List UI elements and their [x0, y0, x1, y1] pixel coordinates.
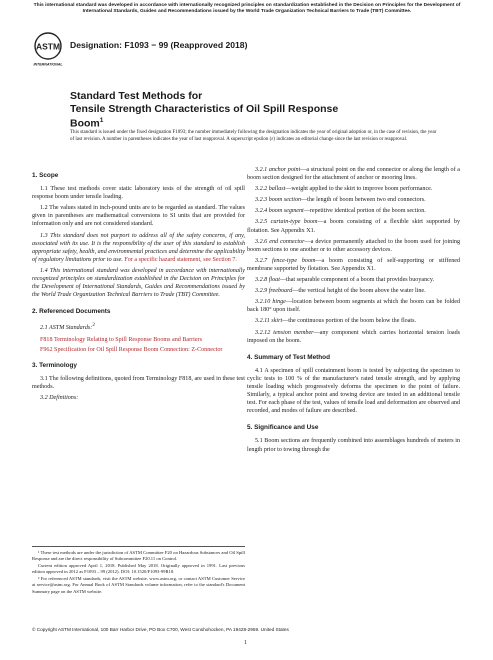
footnote-1-edition: Current edition approved April 1, 2018. Published May 2018. Originally approved in 1991. Last previous edition approved in 2012 as F1093 – 99 (2012). DOI: 10.1520/F1093-99R18.: [32, 563, 245, 575]
astm-standards-footnote-mark: 2: [92, 322, 95, 329]
title-line-3-text: Boom: [70, 117, 100, 130]
definition-3-2-9: [247, 287, 460, 295]
astm-standards-label: 2.1 ASTM Standards:: [40, 325, 93, 332]
definition-text: —location between boom segments at which the boom can be folded back 180° upon itself.: [247, 299, 460, 314]
definition-3-2-8: [247, 276, 460, 284]
term-tension-member: 3.2.12 tension member: [255, 329, 314, 336]
para-1-3-hazard-link[interactable]: For a specific hazard statement, see Section 7.: [122, 256, 237, 263]
title-line-3: [70, 115, 450, 130]
issue-note: This standard is issued under the fixed designation F1093; the number immediately following the designation indicates the year of original adoption or, in the case of revision, the year of last revision. A number in parentheses indicates the year of last reapproval. A superscript epsilon (ε) indicates an editorial change since the last revision or reapproval.: [70, 130, 437, 142]
svg-text:INTERNATIONAL: INTERNATIONAL: [33, 62, 63, 67]
definition-3-2-6: [247, 238, 460, 254]
astm-logo-icon: [33, 31, 63, 67]
para-1-3-safety: 1.3 This standard does not purport to address all of the safety concerns, if any, associated with its use. It is the responsibility of the user of this standard to establish appropriate safety, health, and environmental practices and determine the applicability of regulatory limitations prior to use.: [32, 232, 245, 263]
term-boom-segment: 3.2.4 boom segment: [255, 208, 304, 215]
reference-f962: [40, 346, 245, 354]
term-end-connector: 3.2.6 end connector: [255, 238, 305, 245]
copyright-line: © Copyright ASTM International, 100 Barr Harbor Drive, PO Box C700, West Conshohocken, PA 19428-2959. United States: [32, 627, 289, 632]
definition-3-2-2: [247, 185, 460, 193]
term-curtain-type-boom: 3.2.5 curtain-type boom: [255, 219, 318, 226]
section-heading-summary: 4. Summary of Test Method: [247, 353, 330, 361]
definition-3-2-11: [247, 317, 460, 325]
term-hinge: 3.2.10 hinge: [255, 299, 286, 306]
page-number: 1: [244, 640, 247, 646]
definition-3-2-7: [247, 257, 460, 273]
definition-3-2-4: [247, 207, 460, 215]
footnotes: [32, 546, 245, 596]
reference-f962-link[interactable]: F962 Specification for Oil Spill Response Boom Connection: Z-Connector: [40, 346, 223, 353]
definition-text: —a boom consisting of self-supporting or stiffened membrane supported by flotation. See Appendix X1.: [247, 257, 460, 272]
definition-3-2-12: [247, 329, 460, 345]
para-1-4: 1.4 This international standard was developed in accordance with internationally recognized principles on standardization established in the Decision on Principles for the Development of International Standards, Guides and Recommendations issued by the World Trade Organization Technical Barriers to Trade (TBT) Committee.: [32, 267, 245, 299]
definition-3-2-10: [247, 298, 460, 314]
right-column: [247, 166, 460, 457]
term-freeboard: 3.2.9 freeboard: [255, 288, 293, 295]
footnote-2-astm-website: ² For referenced ASTM standards, visit the ASTM website, www.astm.org, or contact ASTM Customer Service at service@astm.org. For Annual Book of ASTM Standards volume information, refer to the standard's Document Summary page on the ASTM website.: [32, 576, 245, 594]
title-line-1: Standard Test Methods for: [70, 90, 203, 102]
section-heading-scope: 1. Scope: [32, 172, 59, 179]
definition-text: —weight applied to the skirt to improve boom performance.: [285, 186, 433, 193]
para-4-1: 4.1 A specimen of spill containment boom is tested by subjecting the specimen to cyclic tests to 100 % of the manufacturer's rated tensile strength, and by applying tensile loading which progressively deforms the specimen to the point of failure. Similarly, a typical anchor point and towing device are tested in an additional tensile test. For each phase of the test, values of tensile load and deformation are observed and recorded, and modes of failure are described.: [247, 367, 460, 415]
title-footnote-mark: 1: [99, 117, 104, 124]
term-boom-section: 3.2.3 boom section: [255, 197, 302, 204]
reference-f818-link[interactable]: F818 Terminology Relating to Spill Response Booms and Barriers: [40, 336, 202, 343]
wto-notice: This international standard was developed in accordance with internationally recognized principles on standardization established in the Decision on Principles for the Development of International Standards, Guides and Recommendations issued by the World Trade Organization Technical Barriers to Trade (TBT) Committee.: [33, 3, 461, 15]
para-1-1: 1.1 These test methods cover static laboratory tests of the strength of oil spill response boom under tensile loading.: [32, 186, 245, 201]
designation: Designation: F1093 − 99 (Reapproved 2018): [70, 40, 248, 50]
term-skirt: 3.2.11 skirt: [255, 318, 283, 325]
term-float: 3.2.8 float: [255, 277, 280, 284]
para-5-1: 5.1 Boom sections are frequently combined into assemblages hundreds of meters in length prior to towing through the: [247, 438, 460, 453]
term-anchor-point: 3.2.1 anchor point: [255, 167, 301, 173]
term-ballast: 3.2.2 ballast: [255, 186, 286, 193]
section-heading-referenced-documents: 2. Referenced Documents: [32, 308, 111, 316]
svg-text:ASTM: ASTM: [35, 41, 61, 52]
document-title: [70, 90, 450, 130]
definition-text: —a boom consisting of a flexible skirt supported by flotation. See Appendix X1.: [247, 219, 461, 234]
section-heading-terminology: 3. Terminology: [32, 361, 77, 369]
definition-text: —any component which carries horizontal tension loads imposed on the boom.: [247, 329, 460, 344]
definition-text: —that separable component of a boom that provides buoyancy.: [279, 277, 434, 284]
para-2-1: [32, 321, 245, 332]
definition-text: —a device permanently attached to the boom used for joining boom sections to one another or to other accessory devices.: [247, 238, 460, 253]
para-3-1: 3.1 The following definitions, quoted from Terminology F818, are used in these test methods.: [32, 375, 245, 390]
para-1-3: [32, 232, 245, 264]
footnote-1-jurisdiction: ¹ These test methods are under the jurisdiction of ASTM Committee F20 on Hazardous Substances and Oil Spill Response and are the direct responsibility of Subcommittee F20.11 on Control.: [32, 550, 245, 562]
para-1-2: 1.2 The values stated in inch-pound units are to be regarded as standard. The values given in parentheses are mathematical conversions to SI units that are provided for information only and are not considered standard.: [32, 205, 245, 228]
para-3-2: 3.2 Definitions:: [40, 395, 79, 401]
reference-f818: [40, 336, 245, 344]
title-line-2: Tensile Strength Characteristics of Oil Spill Response: [70, 102, 339, 115]
definition-3-2-3: [247, 196, 460, 204]
definition-3-2-1: [247, 166, 460, 182]
term-fence-type-boom: 3.2.7 fence-type boom: [255, 257, 316, 264]
definition-text: —the continuous portion of the boom below the floats.: [282, 318, 417, 325]
definition-text: —a structural point on the end connector or along the length of a boom section designed for the attachment of anchor or mooring lines.: [247, 167, 460, 182]
definition-text: —repetitive identical portion of the boom section.: [303, 208, 426, 215]
section-heading-significance: 5. Significance and Use: [247, 424, 319, 432]
definition-text: —the length of boom between two end connectors.: [301, 197, 426, 204]
left-column: [32, 172, 245, 405]
definition-text: —the vertical height of the boom above the water line.: [292, 288, 426, 295]
definition-3-2-5: [247, 218, 460, 234]
